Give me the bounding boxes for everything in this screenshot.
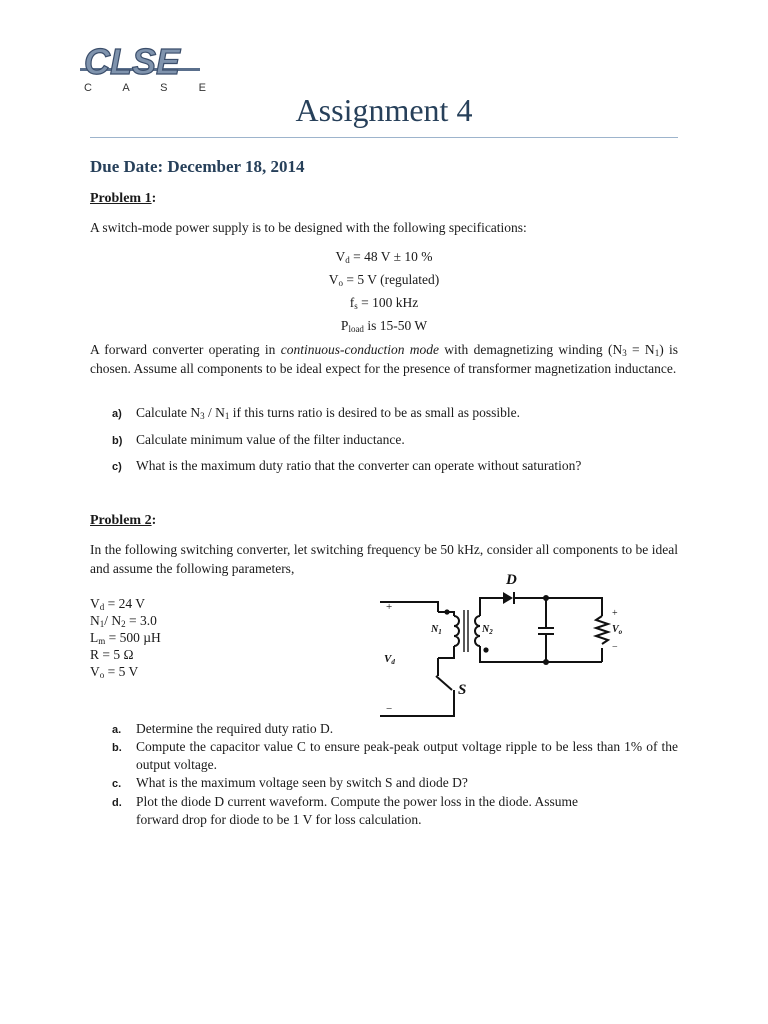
spec-fs: $f_s = 100$ kHz [349,295,419,311]
problem1-item-a: a) Calculate $N_3 / N_1$ if this turns ratio is desired to be as small as possible. [112,405,520,421]
vd-minus: − [386,703,393,715]
spec-vo: $V_o = 5$ V (regulated) [328,272,440,288]
problem2-item-d: d. Plot the diode D current waveform. Compute the power loss in the diode. Assume forward drop for diode to be 1 V for loss calculation. [112,794,579,827]
spec-pload: $P_{load}$ is 15-50 W [340,318,428,334]
problem1-heading: Problem 1: [90,191,157,206]
output-top-wire [514,598,602,616]
problem1-item-c: c) What is the maximum duty ratio that the converter can operate without saturation? [112,458,582,473]
secondary-dot [483,647,488,652]
title-divider [90,137,678,138]
junction-dot-bottom [543,659,549,665]
param-turns-ratio: $N_1/$ $N_2 = 3.0$ [90,613,157,629]
vo-plus: + [612,608,618,619]
logo-subtext: C A S E [84,82,220,94]
param-lm: $L_m = 500$ µH [90,630,161,646]
param-r: R = 5 Ω [90,647,134,662]
n1-label: $N_1$ [431,624,442,636]
vd-label: Vd [384,653,395,666]
vd-plus: + [386,601,393,613]
vo-label: $V_o$ [612,624,623,636]
problem1-paragraph: A forward converter operating in continuous-conduction mode with demagnetizing winding $(N_3 = N_1)$ is chosen. Assume all components to be ideal expect for the presence of transformer magnetization inductance. [90,342,678,376]
diode-label: D [506,572,517,588]
junction-dot-top [543,595,549,601]
n2-label: $N_2$ [482,624,493,636]
problem2-item-b: b. Compute the capacitor value C to ensure peak-peak output voltage ripple to be less than 1% of the output voltage. [112,739,678,772]
spec-vd: $V_d = 48$ V ± 10 % [335,249,433,265]
logo-mark: CLSE [84,41,181,82]
diode-triangle [503,592,513,604]
problem2-item-c: c. What is the maximum voltage seen by switch S and diode D? [112,775,468,790]
vo-minus: − [612,642,618,653]
primary-winding [454,616,459,646]
page-title: Assignment 4 [295,92,473,128]
param-vd: $V_d = 24$ V [90,596,145,612]
secondary-bottom-wire [480,646,602,662]
problem2-heading: Problem 2: [90,513,157,528]
problem1-item-b: b) Calculate minimum value of the filter inductance. [112,432,405,447]
case-logo [78,38,220,94]
problem2-intro: In the following switching converter, let switching frequency be 50 kHz, consider all components to be ideal and assume the following parameters, [90,542,678,576]
switch-blade [436,676,452,690]
problem2-item-a: a. Determine the required duty ratio D. [112,721,334,736]
primary-dot [444,609,449,614]
switch-label: S [458,682,467,698]
forward-converter-circuit [376,566,638,722]
due-date: Due Date: December 18, 2014 [90,157,305,176]
secondary-winding [475,616,480,646]
param-vo: $V_o = 5$ V [90,664,139,680]
load-resistor [596,616,608,644]
problem1-intro: A switch-mode power supply is to be designed with the following specifications: [90,220,527,235]
